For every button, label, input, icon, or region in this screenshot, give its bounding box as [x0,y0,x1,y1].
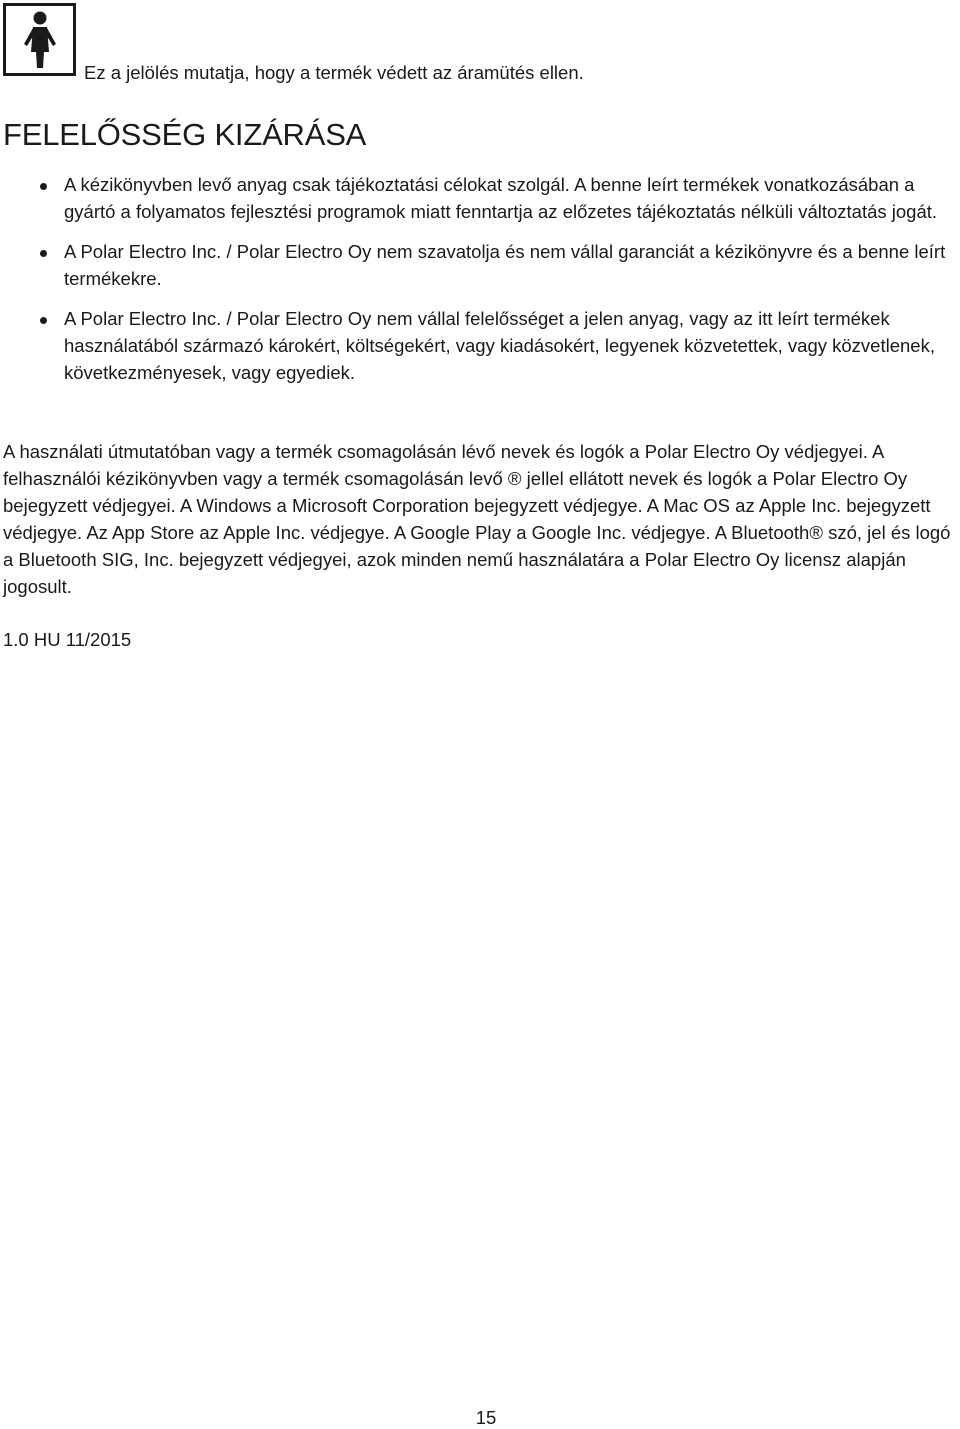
bullet-icon [40,183,47,190]
list-item [0,171,960,225]
disclaimer-list [0,171,960,399]
page-number: 15 [475,1407,497,1428]
list-item [0,305,960,386]
version-label: 1.0 HU 11/2015 [3,629,132,650]
bullet-icon [40,250,47,257]
list-item-text: A kézikönyvben levő anyag csak tájékoztatási célokat szolgál. A benne leírt termékek vonatkozásában a gyártó a folyamatos fejlesztési programok miatt fenntartja az előzetes tájékoztatás nélküli változtatás jogát. [64,174,938,222]
person-figure-icon [6,6,73,73]
trademark-paragraph: A használati útmutatóban vagy a termék csomagolásán lévő nevek és logók a Polar Electro Oy védjegyei. A felhasználói kézikönyvben vagy a termék csomagolásán levő ® jellel ellátott nevek és logók a Polar Electro Oy bejegyzett védjegyei. A Windows a Microsoft Corporation bejegyzett védjegye. A Mac OS az Apple Inc. bejegyzett védjegye. Az App Store az Apple Inc. védjegye. A Google Play a Google Inc. védjegye. A Bluetooth® szó, jel és logó a Bluetooth SIG, Inc. bejegyzett védjegyei, azok minden nemű használatára a Polar Electro Oy licensz alapján jogosult. [3,441,951,597]
list-item-text: A Polar Electro Inc. / Polar Electro Oy nem szavatolja és nem vállal garanciát a kézikönyvre és a benne leírt termékekre. [64,241,946,289]
bullet-icon [40,317,47,324]
list-item-text: A Polar Electro Inc. / Polar Electro Oy nem vállal felelősséget a jelen anyag, vagy az itt leírt termékek használatából származó károkért, költségekért, vagy kiadásokért, legyenek közvetettek, vagy közvetlenek, következményesek, vagy egyediek. [64,308,935,383]
type-bf-applied-part-icon [3,3,76,76]
page-title: FELELŐSSÉG KIZÁRÁSA [3,117,367,152]
symbol-caption: Ez a jelölés mutatja, hogy a termék védett az áramütés ellen. [84,62,584,83]
list-item [0,238,960,292]
